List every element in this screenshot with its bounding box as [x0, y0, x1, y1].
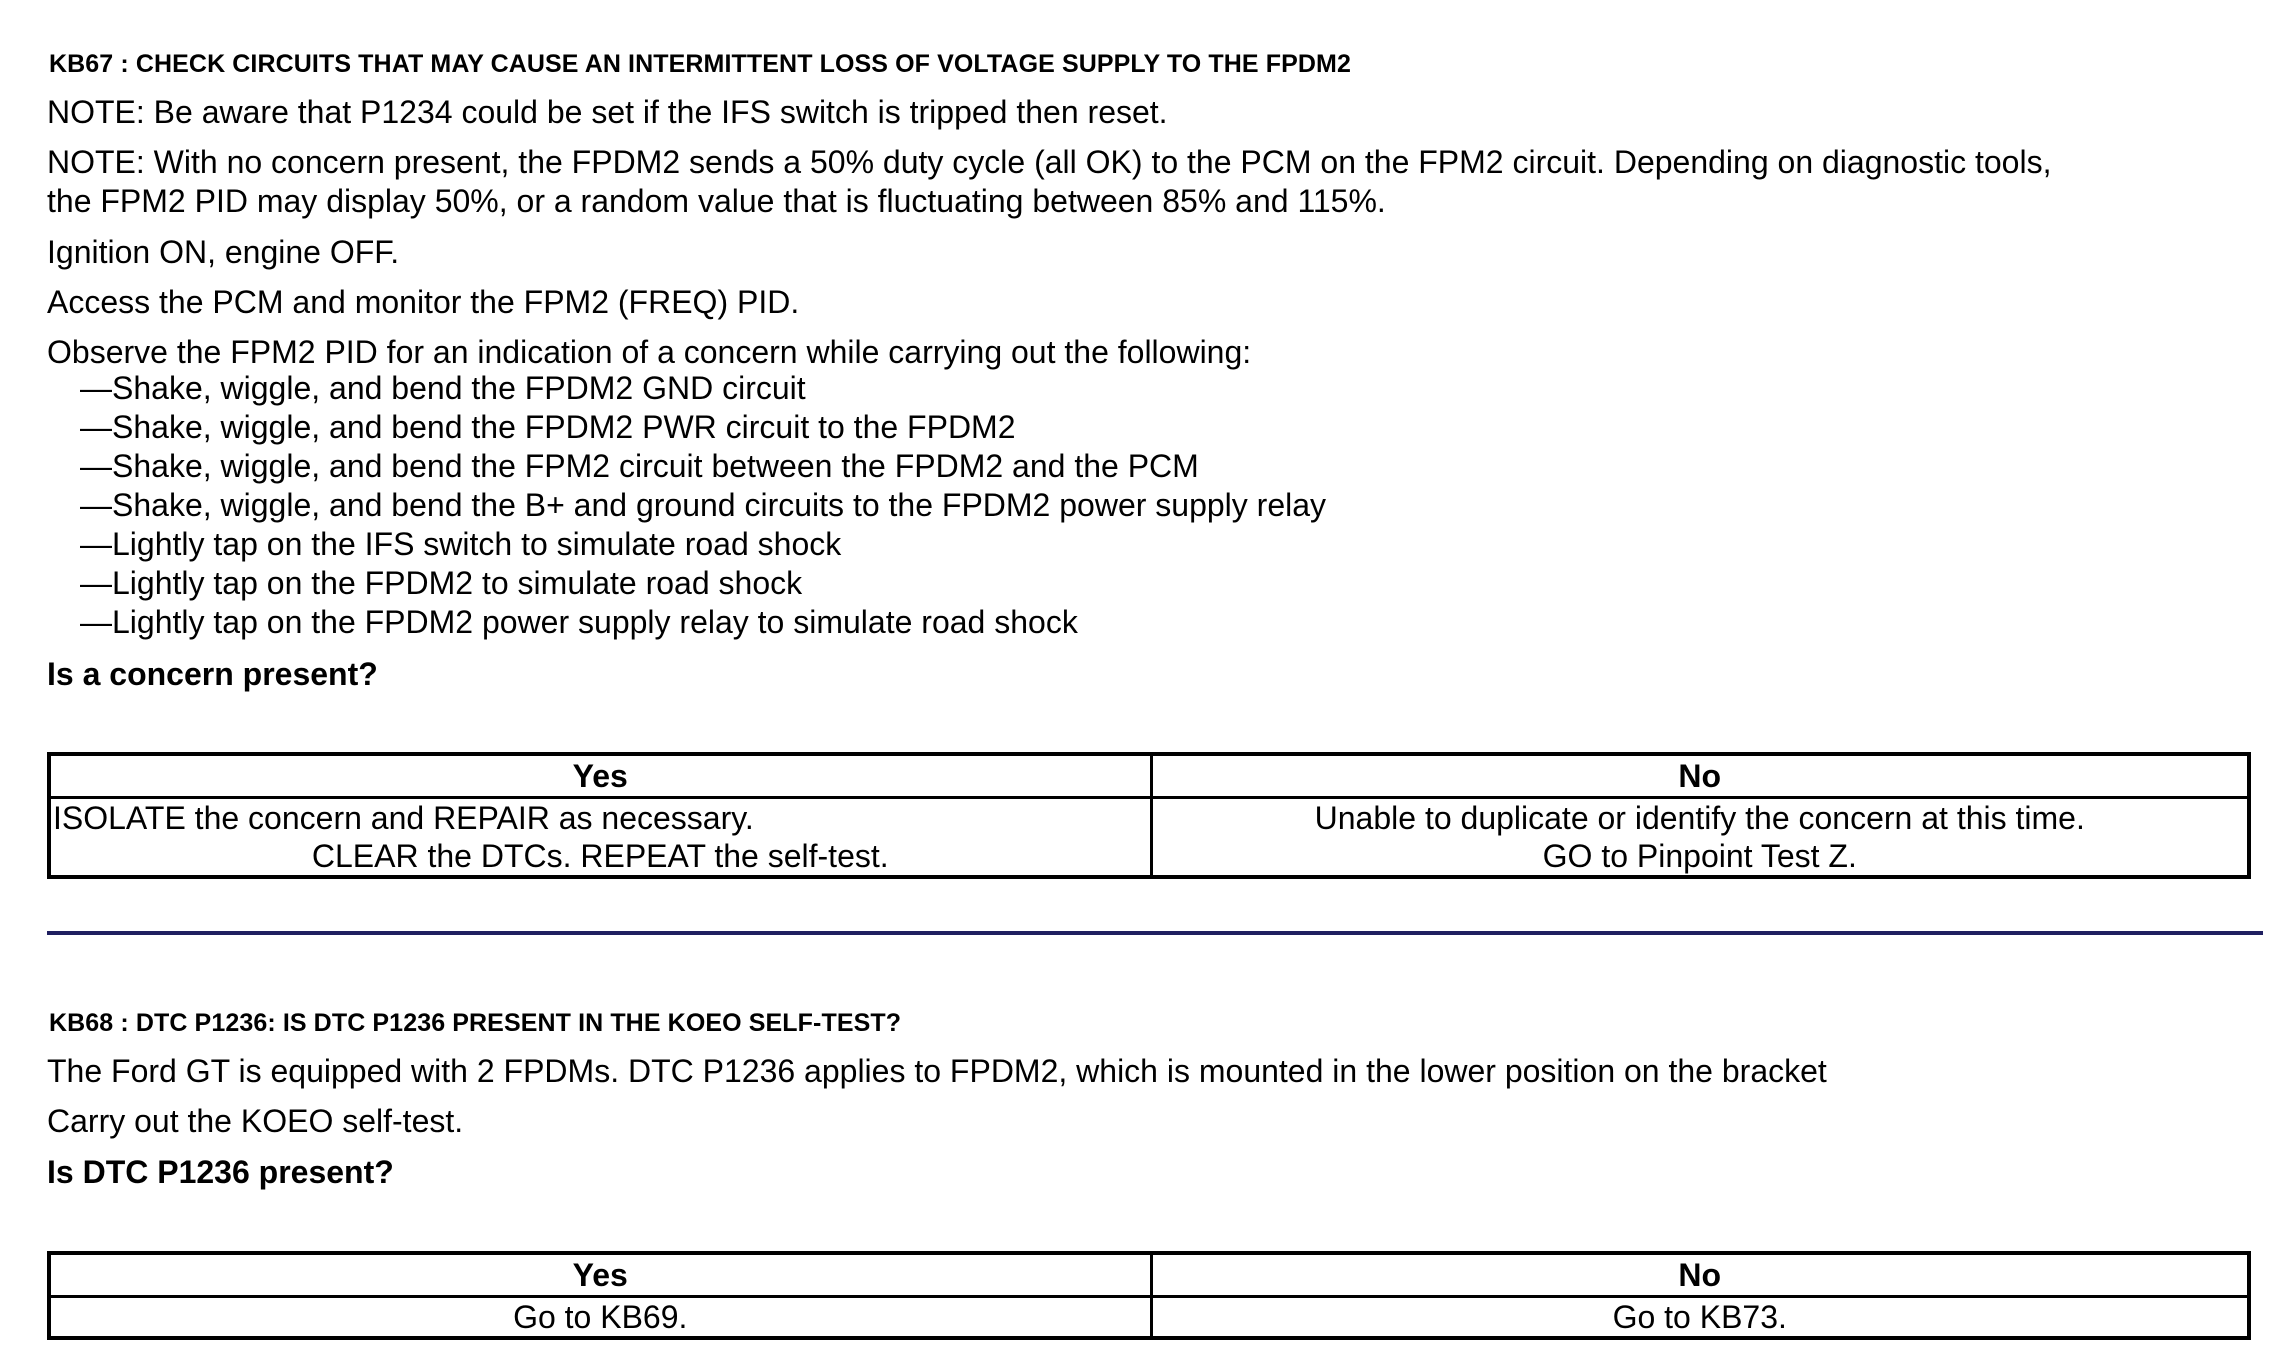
kb68-heading: KB68 : DTC P1236: IS DTC P1236 PRESENT IN THE KOEO SELF-TEST?: [49, 1009, 902, 1037]
kb67-question: Is a concern present?: [47, 656, 378, 692]
table-header-row: [49, 754, 2249, 798]
kb67-substeps-list: [80, 369, 1326, 642]
kb67-note-1: NOTE: Be aware that P1234 could be set if the IFS switch is tripped then reset.: [47, 94, 1168, 130]
kb67-yes-line-1: ISOLATE the concern and REPAIR as necessary.: [53, 800, 754, 836]
list-item: —Lightly tap on the IFS switch to simulate road shock: [80, 526, 842, 562]
kb68-yes-cell: Go to KB69.: [49, 1297, 1151, 1339]
table-header-row: [49, 1253, 2249, 1297]
kb67-note-2-line-2: the FPM2 PID may display 50%, or a random value that is fluctuating between 85% and 115%.: [47, 183, 1386, 219]
kb67-yes-cell: [49, 798, 1151, 878]
kb67-note-2-line-1: NOTE: With no concern present, the FPDM2 sends a 50% duty cycle (all OK) to the PCM on the FPM2 circuit. Depending on diagnostic tools,: [47, 144, 2052, 180]
kb67-yes-line-2: CLEAR the DTCs. REPEAT the self-test.: [311, 838, 889, 874]
list-item: —Lightly tap on the FPDM2 to simulate road shock: [80, 565, 803, 601]
kb67-step-access: Access the PCM and monitor the FPM2 (FREQ) PID.: [47, 284, 800, 320]
list-item: —Shake, wiggle, and bend the FPDM2 PWR circuit to the FPDM2: [80, 409, 1016, 445]
list-item: —Shake, wiggle, and bend the FPDM2 GND circuit: [80, 370, 806, 406]
kb68-answer-table: [47, 1251, 2251, 1340]
list-item: —Lightly tap on the FPDM2 power supply relay to simulate road shock: [80, 604, 1078, 640]
kb68-no-header: No: [1151, 1253, 2249, 1297]
list-item: —Shake, wiggle, and bend the B+ and ground circuits to the FPDM2 power supply relay: [80, 487, 1327, 523]
kb68-para-2: Carry out the KOEO self-test.: [47, 1103, 464, 1139]
table-row: [49, 798, 2249, 878]
kb67-answer-table: [47, 752, 2251, 879]
kb68-no-cell: Go to KB73.: [1151, 1297, 2249, 1339]
kb67-heading: KB67 : CHECK CIRCUITS THAT MAY CAUSE AN INTERMITTENT LOSS OF VOLTAGE SUPPLY TO THE FPDM2: [49, 50, 1351, 78]
kb68-question: Is DTC P1236 present?: [47, 1154, 394, 1190]
kb67-no-cell: [1151, 798, 2249, 878]
kb67-step-observe: Observe the FPM2 PID for an indication of a concern while carrying out the following:: [47, 334, 1252, 370]
kb67-step-ignition: Ignition ON, engine OFF.: [47, 234, 400, 270]
kb67-yes-header: Yes: [49, 754, 1151, 798]
table-row: [49, 1297, 2249, 1339]
kb67-no-line-1: Unable to duplicate or identify the concern at this time.: [1314, 800, 2085, 836]
kb67-no-line-2: GO to Pinpoint Test Z.: [1542, 838, 1857, 874]
kb68-yes-header: Yes: [49, 1253, 1151, 1297]
section-divider: [47, 931, 2263, 935]
list-item: —Shake, wiggle, and bend the FPM2 circuit between the FPDM2 and the PCM: [80, 448, 1199, 484]
kb68-para-1: The Ford GT is equipped with 2 FPDMs. DTC P1236 applies to FPDM2, which is mounted in the lower position on the bracket: [47, 1053, 1827, 1089]
kb67-no-header: No: [1151, 754, 2249, 798]
